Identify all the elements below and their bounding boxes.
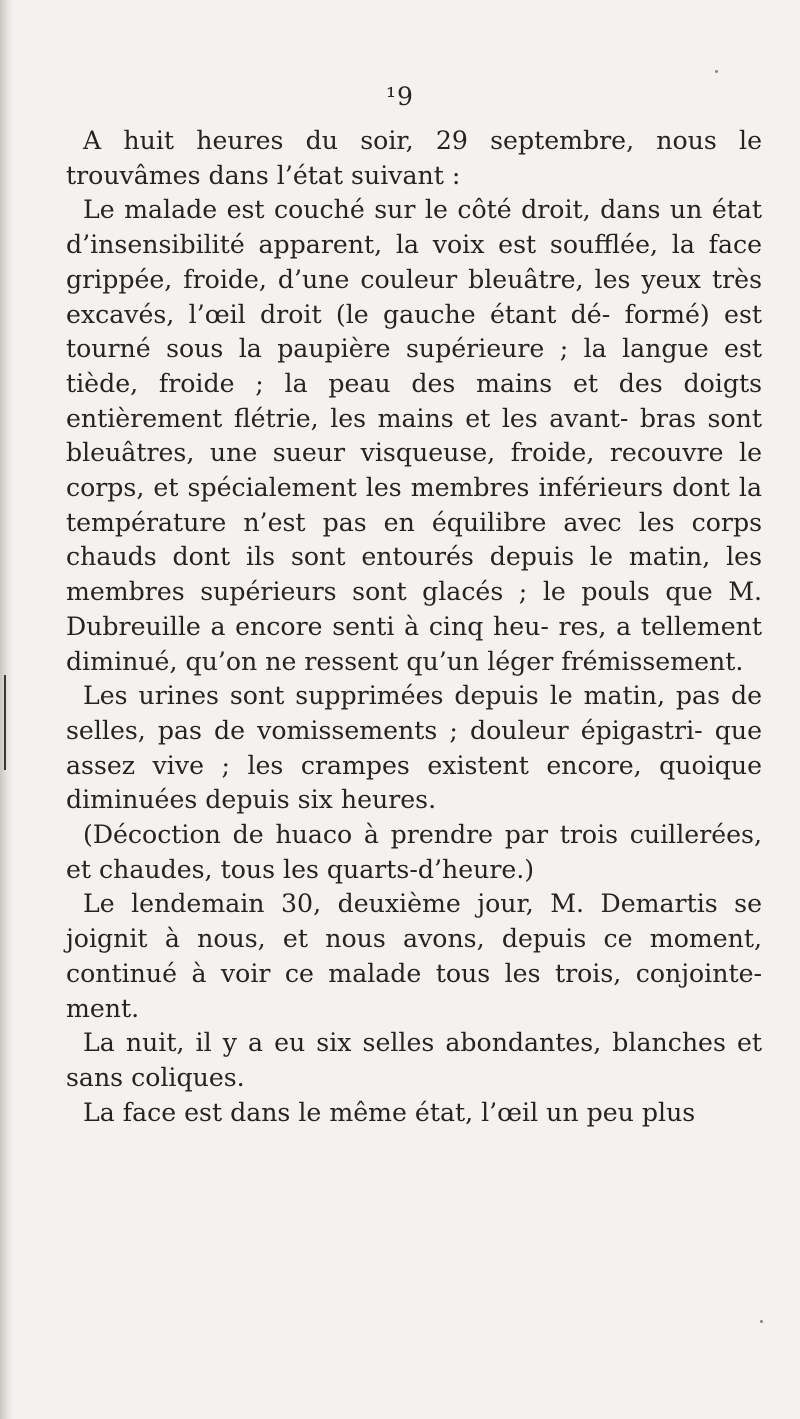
paragraph-1: A huit heures du soir, 29 septembre, nous le trouvâmes dans l’état suivant : (66, 126, 762, 190)
paragraph-5: Le lendemain 30, deuxième jour, M. Demartis se joignit à nous, et nous avons, depuis ce moment, continué à voir ce malade tous les trois, conjointe- ment. (66, 889, 762, 1023)
page-text (66, 124, 762, 1130)
paragraph-4: (Décoction de huaco à prendre par trois cuillerées, et chaudes, tous les quarts-d’heure.) (66, 820, 762, 884)
margin-bracket-mark (4, 675, 10, 770)
page-number: ¹9 (386, 82, 414, 111)
paragraph-2: Le malade est couché sur le côté droit, dans un état d’insensibilité apparent, la voix est soufflée, la face grippée, froide, d’une couleur bleuâtre, les yeux très excavés, l’œil droit (le gauche étant dé- formé) est tourné sous la paupière supérieure ; la langue est tiède, froide ; la peau des mains et des doigts entièrement flétrie, les mains et les avant- bras sont bleuâtres, une sueur visqueuse, froide, recouvre le corps, et spécialement les membres inférieurs dont la température n’est pas en équilibre avec les corps chauds dont ils sont entourés depuis le matin, les membres supérieurs sont glacés ; le pouls que M. Dubreuille a encore senti à cinq heu- res, a tellement diminué, qu’on ne ressent qu’un léger frémissement. (66, 195, 762, 676)
paragraph-7: La face est dans le même état, l’œil un peu plus (83, 1097, 696, 1127)
paper-speck (715, 70, 718, 73)
paper-speck (760, 1320, 763, 1323)
paragraph-6: La nuit, il y a eu six selles abondantes, blanches et sans coliques. (66, 1028, 762, 1092)
paragraph-3: Les urines sont supprimées depuis le matin, pas de selles, pas de vomissements ; douleur épigastri- que assez vive ; les crampes existent encore, quoique diminuées depuis six heures. (66, 681, 762, 815)
